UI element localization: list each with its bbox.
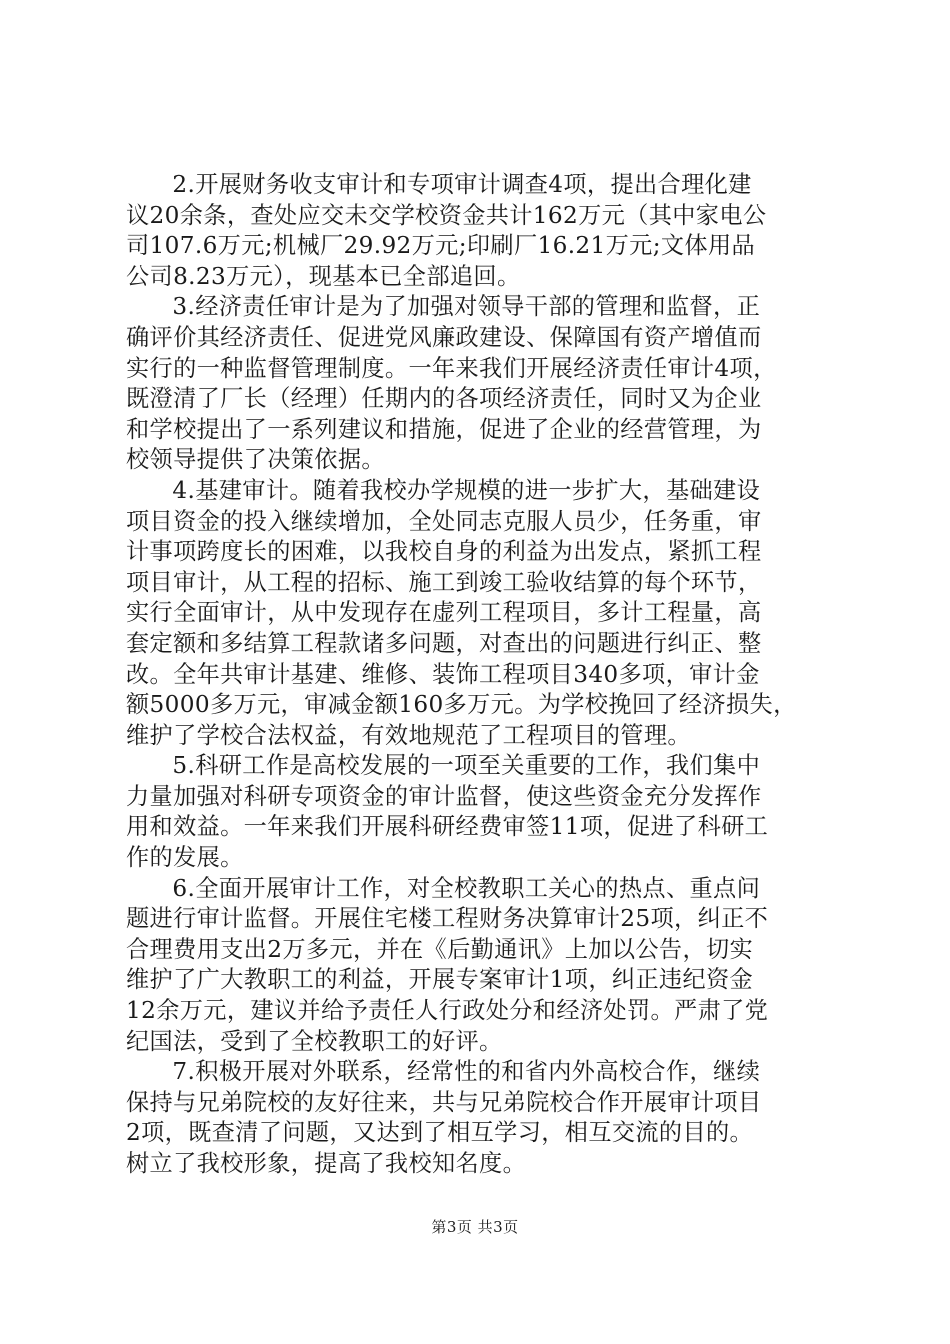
paragraph-item-5: 5.科研工作是高校发展的一项至关重要的工作，我们集中 力量加强对科研专项资金的审计监督，使这些资金充分发挥作 用和效益。一年来我们开展科研经费审签11项，促进了科研工 作的发展。 [126,752,769,872]
page-footer: 第3页 共3页 [431,1218,519,1236]
paragraph-item-3: 3.经济责任审计是为了加强对领导干部的管理和监督，正 确评价其经济责任、促进党风廉政建设、保障国有资产增值而 实行的一种监督管理制度。一年来我们开展经济责任审计4项， 既澄清了厂长（经理）任期内的各项经济责任，同时又为企业 和学校提出了一系列建议和措施，促进了企业的经营管理，为 校领导提供了决策依据。 [126,293,777,474]
paragraph-item-6: 6.全面开展审计工作，对全校教职工关心的热点、重点问 题进行审计监督。开展住宅楼工程财务决算审计25项，纠正不 合理费用支出2万多元，并在《后勤通讯》上加以公告，切实 维护了广大教职工的利益，开展专案审计1项，纠正违纪资金 12余万元，建议并给予责任人行政处分和经济处罚。严肃了党 纪国法，受到了全校教职工的好评。 [126,874,769,1055]
document-body [126,170,832,1180]
paragraph-item-2: 2.开展财务收支审计和专项审计调查4项，提出合理化建 议20余条，查处应交未交学校资金共计162万元（其中家电公 司107.6万元;机械厂29.92万元;印刷厂16.21万元;文体用品 公司8.23万元），现基本已全部追回。 [126,171,767,290]
paragraph-item-4: 4.基建审计。随着我校办学规模的进一步扩大，基础建设 项目资金的投入继续增加，全处同志克服人员少，任务重，审 计事项跨度长的困难，以我校自身的利益为出发点，紧抓工程 项目审计，从工程的招标、施工到竣工验收结算的每个环节， 实行全面审计，从中发现存在虚列工程项目，多计工程量，高 套定额和多结算工程款诸多问题，对查出的问题进行纠正、整 改。全年共审计基建、维修、装饰工程项目340多项，审计金 额5000多万元，审减金额160多万元。为学校挽回了经济损失， 维护了学校合法权益，有效地规范了工程项目的管理。 [126,476,797,749]
paragraph-item-7: 7.积极开展对外联系，经常性的和省内外高校合作，继续 保持与兄弟院校的友好往来，共与兄弟院校合作开展审计项目 2项，既查清了问题，又达到了相互学习，相互交流的目的。 树立了我校形象，提高了我校知名度。 [126,1058,762,1177]
